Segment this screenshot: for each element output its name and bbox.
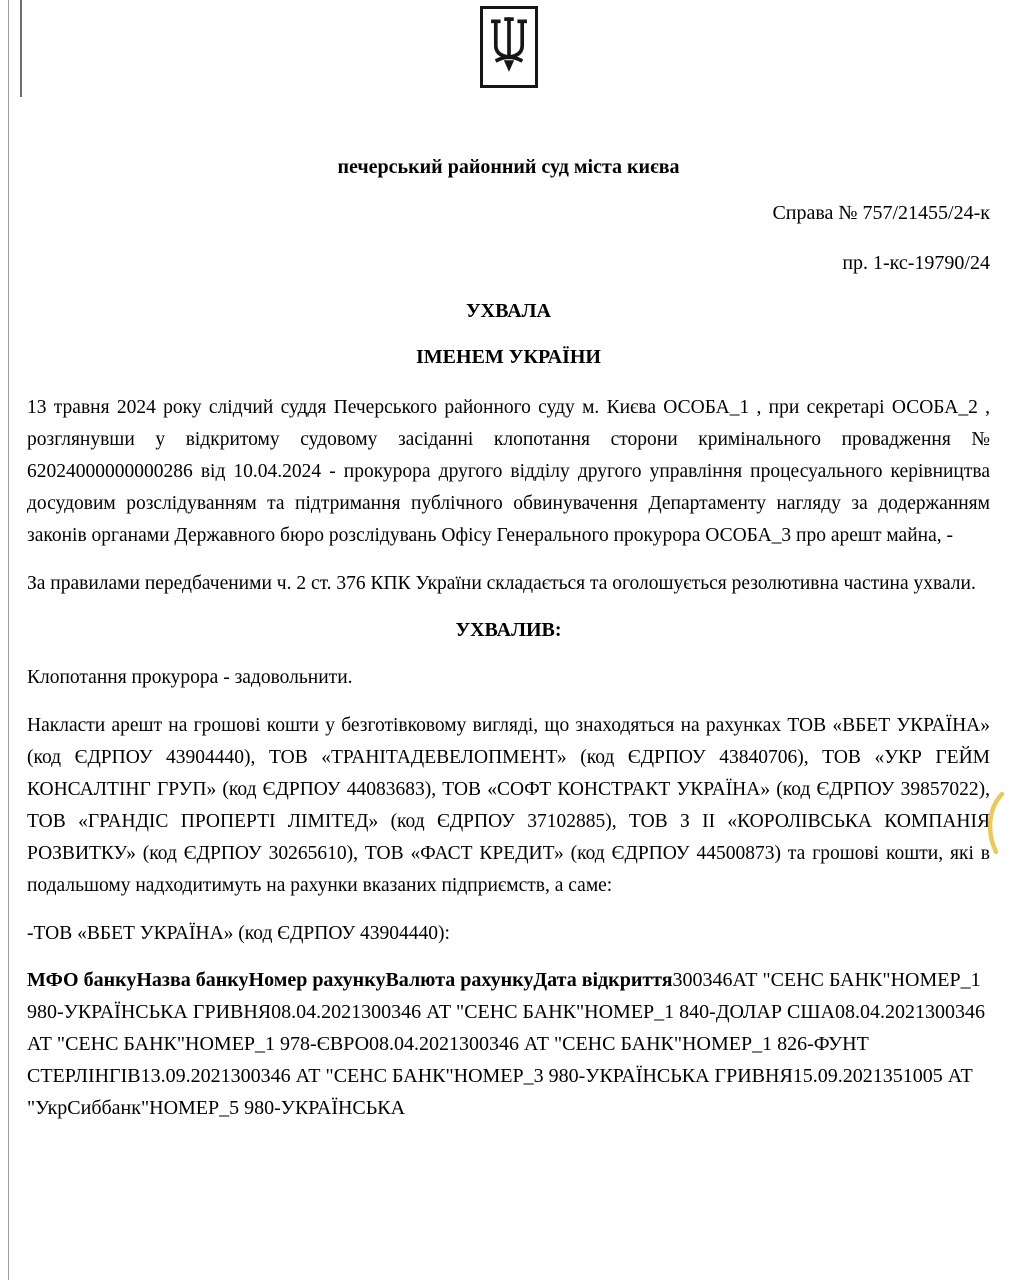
registry-number: пр. 1-кс-19790/24: [842, 252, 990, 274]
resolved-heading: УХВАЛИВ:: [455, 619, 562, 641]
page-edge-line: [8, 0, 9, 1280]
ukraine-trident-icon: [487, 15, 531, 79]
arrest-paragraph: Накласти арешт на грошові кошти у безготівковому вигляді, що знаходяться на рахунках ТОВ «ВБЕТ УКРАЇНА» (код ЄДРПОУ 43904440), ТОВ «ТРАНІТАДЕВЕЛОПМЕНТ» (код ЄДРПОУ 43840706), ТОВ «УКР ГЕЙМ КОНСАЛТІНГ ГРУП» (код ЄДРПОУ 44083683), ТОВ «СОФТ КОНСТРАКТ УКРАЇНА» (код ЄДРПОУ 39857022), ТОВ «ГРАНДІС ПРОПЕРТІ ЛІМІТЕД» (код ЄДРПОУ 37102885), ТОВ З ІІ «КОРОЛІВСЬКА КОМПАНІЯ РОЗВИТКУ» (код ЄДРПОУ 30265610), ТОВ «ФАСТ КРЕДИТ» (код ЄДРПОУ 44500873) та грошові кошти, які в подальшому надходитимуть на рахунки вказаних підприємств, а саме:: [27, 715, 990, 896]
document-subtitle: ІМЕНЕМ УКРАЇНИ: [416, 346, 601, 368]
accounts-table-text: 300346АТ "СЕНС БАНК"НОМЕР_1 980-УКРАЇНСЬКА ГРИВНЯ08.04.2021300346 АТ "СЕНС БАНК"НОМЕР_1 840-ДОЛАР США08.04.2021300346 АТ "СЕНС БАНК"НОМЕР_1 978-ЄВРО08.04.2021300346 АТ "СЕНС БАНК"НОМЕР_1 826-ФУНТ СТЕРЛІНГІВ13.09.2021300346 АТ "СЕНС БАНК"НОМЕР_3 980-УКРАЇНСЬКА ГРИВНЯ15.09.2021351005 АТ "УкрСиббанк"НОМЕР_5 980-УКРАЇНСЬКА: [27, 969, 985, 1119]
accounts-paragraph: [27, 964, 990, 1124]
page-corner-line: [20, 0, 22, 97]
accounts-table-header: МФО банкуНазва банкуНомер рахункуВалюта рахункуДата відкриття: [27, 969, 673, 991]
court-name: печерський районний суд міста києва: [337, 156, 680, 178]
case-number: Справа № 757/21455/24-к: [772, 202, 990, 224]
emblem-box: [480, 6, 538, 88]
rules-paragraph: За правилами передбаченими ч. 2 ст. 376 КПК України складається та оголошується резолютивна частина ухвали.: [27, 573, 976, 594]
document-title: УХВАЛА: [466, 300, 551, 322]
company-line: -ТОВ «ВБЕТ УКРАЇНА» (код ЄДРПОУ 43904440):: [27, 923, 450, 944]
intro-paragraph: 13 травня 2024 року слідчий суддя Печерського районного суду м. Києва ОСОБА_1 , при секретарі ОСОБА_2 , розглянувши у відкритому судовому засіданні клопотання сторони кримінального провадження № 62024000000000286 від 10.04.2024 - прокурора другого відділу другого управління процесуального керівництва досудовим розслідуванням та підтримання публічного обвинувачення Департаменту нагляду за додержанням законів органами Державного бюро розслідувань Офісу Генерального прокурора ОСОБА_3 про арешт майна, -: [27, 397, 990, 546]
granted-paragraph: Клопотання прокурора - задовольнити.: [27, 667, 353, 688]
